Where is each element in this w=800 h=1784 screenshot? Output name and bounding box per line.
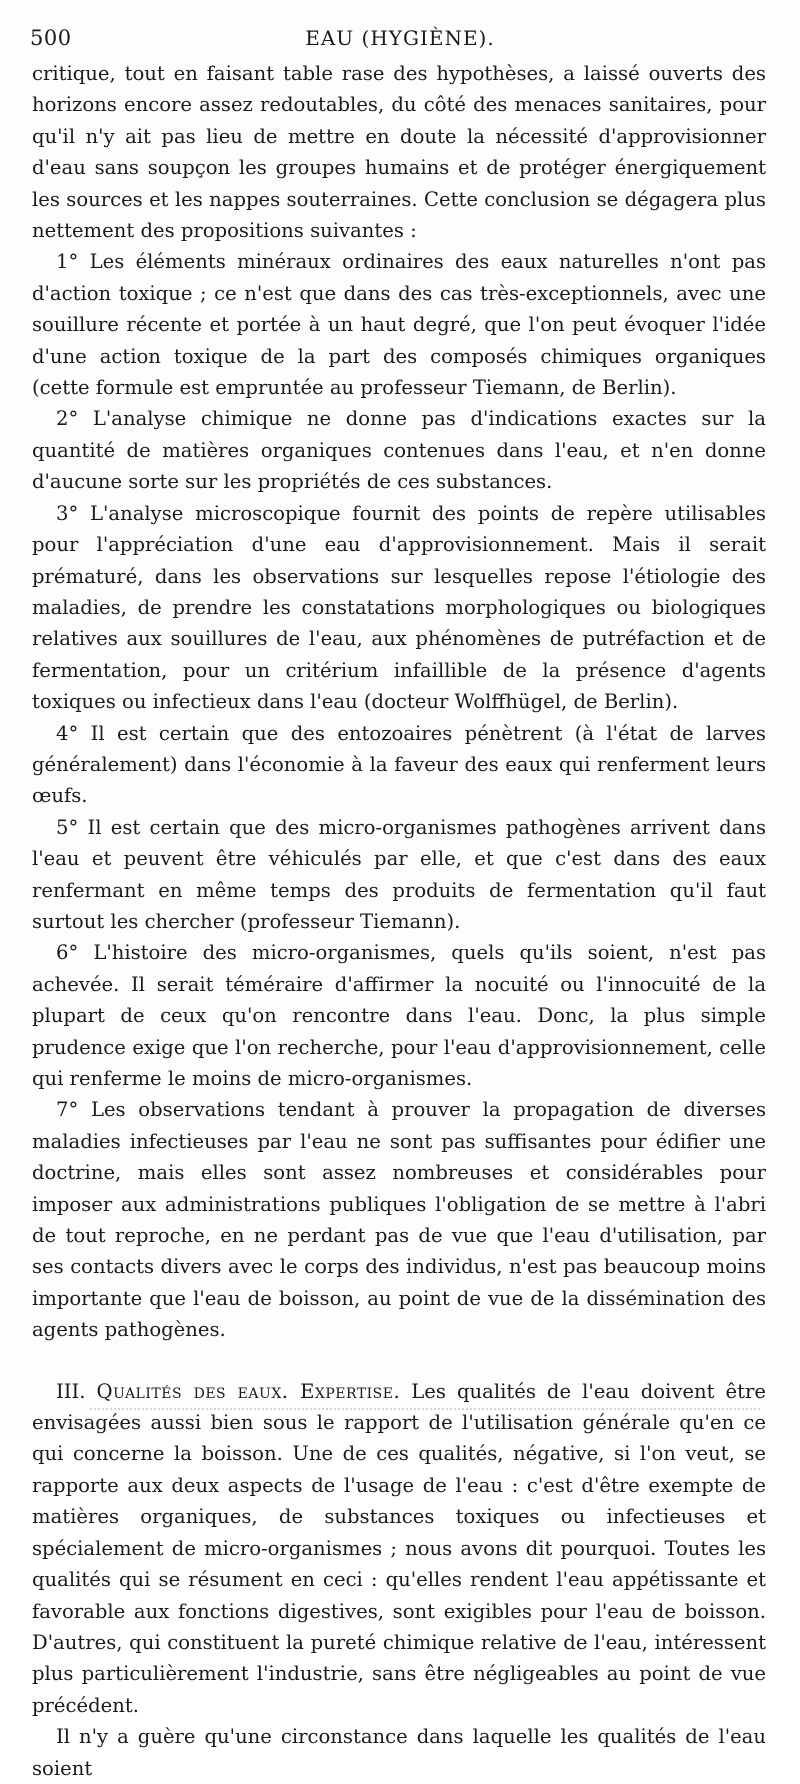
body-text	[32, 58, 766, 1784]
paragraph-prop-7: 7° Les observations tendant à prouver la propagation de diverses maladies infectieuses par l'eau ne sont pas suffisantes pour édifier une doctrine, mais elles sont assez nombreuses et considérables pour imposer aux administrations publiques l'obligation de se mettre à l'abri de tout reproche, en ne perdant pas de vue que l'eau d'utilisation, par ses contacts divers avec le corps des individus, n'est pas beaucoup moins importante que l'eau de boisson, au point de vue de la dissémination des agents pathogènes.	[32, 1098, 766, 1342]
paragraph-continuation: Il n'y a guère qu'une circonstance dans laquelle les qualités de l'eau soient	[32, 1725, 766, 1780]
paragraph-prop-1: 1° Les éléments minéraux ordinaires des eaux naturelles n'ont pas d'action toxique ; ce n'est que dans des cas très-exceptionnels, avec une souillure récente et portée à un haut degré, que l'on peut évoquer l'idée d'une action toxique de la part des composés chimiques organiques (cette formule est empruntée au professeur Tiemann, de Berlin).	[32, 250, 766, 400]
paragraph-intro: critique, tout en faisant table rase des hypothèses, a laissé ouverts des horizons encore assez redoutables, du côté des menaces sanitaires, pour qu'il n'y ait pas lieu de mettre en doute la nécessité d'approvisionner d'eau sans soupçon les groupes humains et de protéger énergiquement les sources et les nappes souterraines. Cette conclusion se dégagera plus nettement des propositions suivantes :	[32, 62, 766, 243]
paragraph-prop-2: 2° L'analyse chimique ne donne pas d'indications exactes sur la quantité de matières organiques contenues dans l'eau, et n'en donne d'aucune sorte sur les propriétés de ces substances.	[32, 407, 766, 494]
running-title: EAU (HYGIÈNE).	[305, 26, 495, 50]
footer-print-artifact	[90, 1398, 760, 1410]
paragraph-prop-4: 4° Il est certain que des entozoaires pénètrent (à l'état de larves généralement) dans l'économie à la faveur des eaux qui renferment leurs œufs.	[32, 721, 766, 808]
section-iii-paragraph	[32, 1376, 766, 1721]
page-number: 500	[30, 26, 72, 50]
paragraph-prop-3: 3° L'analyse microscopique fournit des points de repère utilisables pour l'appréciation d'une eau d'approvisionnement. Mais il serait prématuré, dans les observations sur lesquelles repose l'étiologie des maladies, de prendre les constatations morphologiques ou biologiques relatives aux souillures de l'eau, aux phénomènes de putréfaction et de fermentation, pour un critérium infaillible de la présence d'agents toxiques ou infectieux dans l'eau (docteur Wolffhügel, de Berlin).	[32, 501, 766, 714]
paragraph-prop-6: 6° L'histoire des micro-organismes, quels qu'ils soient, n'est pas achevée. Il serait téméraire d'affirmer la nocuité ou l'innocuité de la plupart de ceux qu'on rencontre dans l'eau. Donc, la plus simple prudence exige que l'on recherche, pour l'eau d'approvisionnement, celle qui renferme le moins de micro-organismes.	[32, 941, 766, 1090]
section-heading: Qualités des eaux. Expertise.	[96, 1379, 401, 1403]
section-text: Les qualités de l'eau doivent être envisagées aussi bien sous le rapport de l'utilisation générale qu'en ce qui concerne la boisson. Une de ces qualités, négative, si l'on veut, se rapporte aux deux aspects de l'usage de l'eau : c'est d'être exempte de matières organiques, de substances toxiques ou infectieuses et spécialement de micro-organismes ; nous avons dit pourquoi. Toutes les qualités qui se résument en ceci : qu'elles rendent l'eau appétissante et favorable aux fonctions digestives, sont exigibles pour l'eau de boisson. D'autres, qui constituent la pureté chimique relative de l'eau, intéressent plus particulièrement l'industrie, sans être négligeables au point de vue précédent.	[32, 1379, 766, 1717]
page-header	[30, 26, 770, 52]
section-number: III.	[56, 1379, 86, 1403]
paragraph-prop-5: 5° Il est certain que des micro-organismes pathogènes arrivent dans l'eau et peuvent être véhiculés par elle, et que c'est dans des eaux renfermant en même temps des produits de fermentation qu'il faut surtout les chercher (professeur Tiemann).	[32, 815, 766, 933]
